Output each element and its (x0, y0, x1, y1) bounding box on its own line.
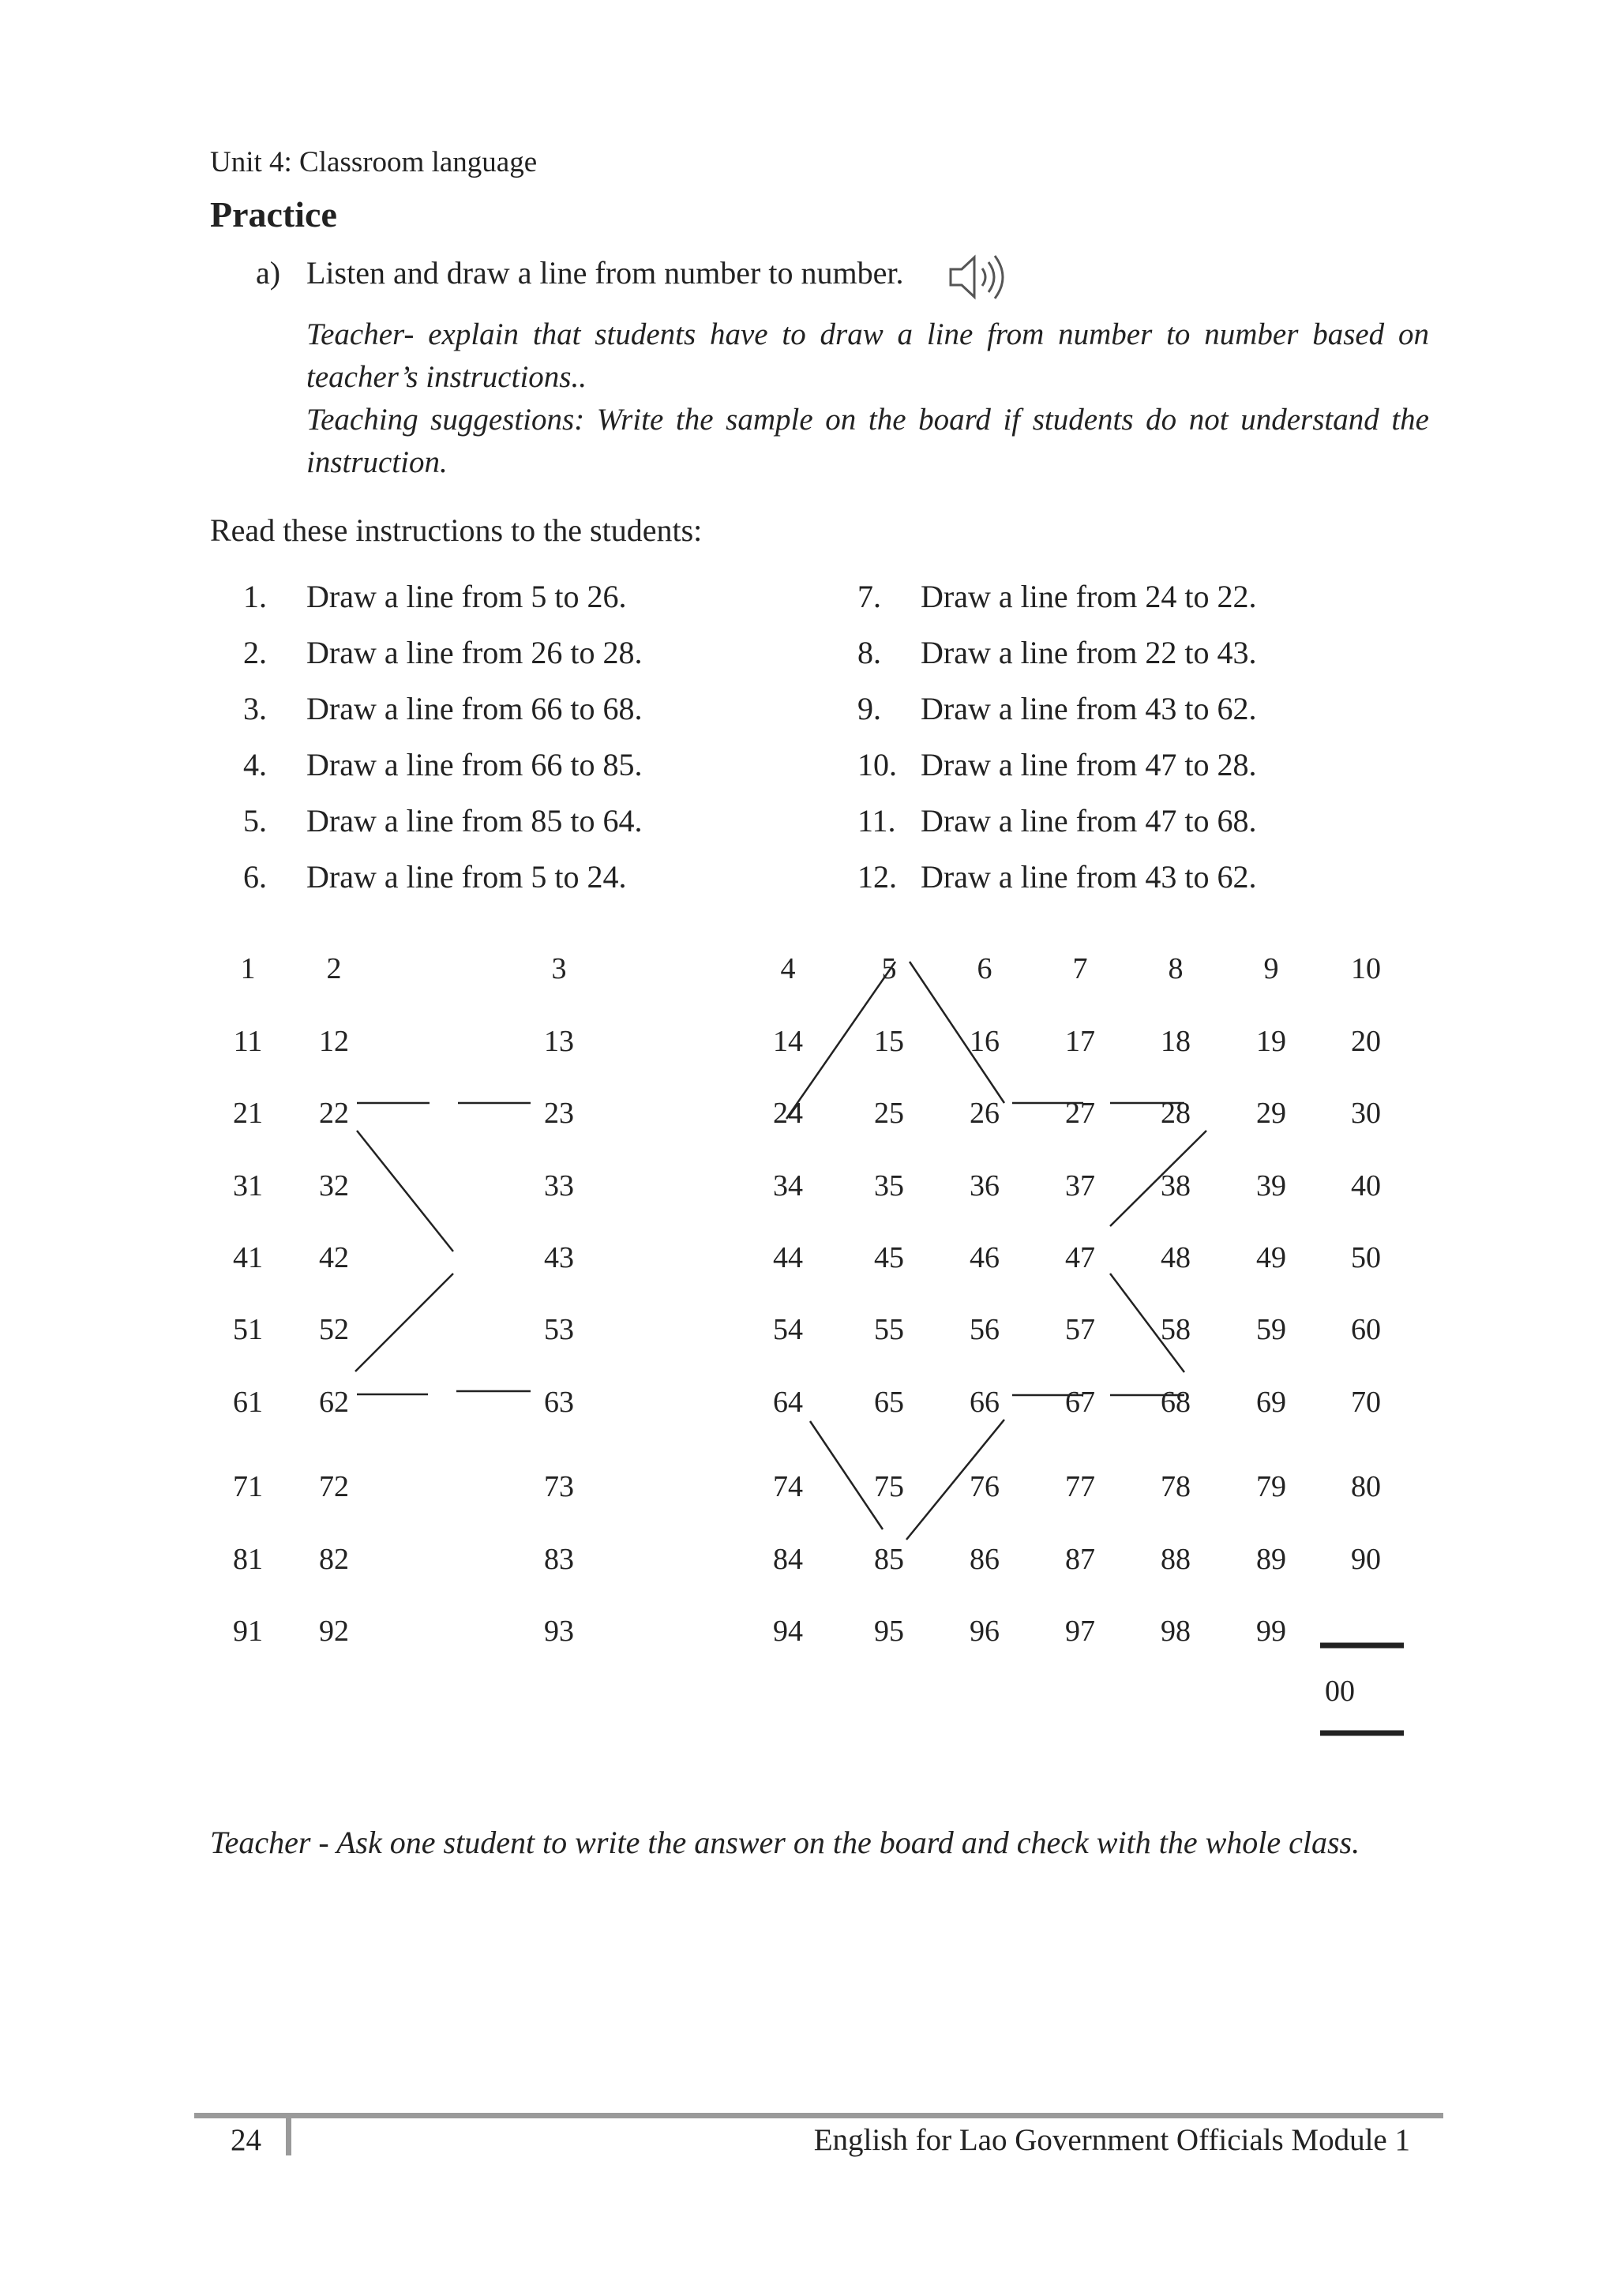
line-5-24 (786, 962, 895, 1119)
grid-number: 57 (1065, 1313, 1095, 1346)
grid-number: 78 (1161, 1470, 1191, 1503)
grid-number: 89 (1256, 1543, 1286, 1576)
line-64-85 (810, 1421, 883, 1529)
section-title: Practice (210, 194, 337, 234)
grid-number: 85 (874, 1543, 904, 1576)
grid-number: 12 (319, 1025, 349, 1058)
grid-number: 25 (874, 1097, 904, 1130)
grid-number: 4 (780, 952, 796, 985)
line-47-68 (1110, 1274, 1184, 1372)
grid-number: 19 (1256, 1025, 1286, 1058)
instruction-number: 6. (243, 859, 267, 895)
grid-number: 98 (1161, 1615, 1191, 1648)
teaching-suggestion: Teaching suggestions: Write the sample on the board if students do not understand the instruction. (306, 403, 1429, 479)
grid-number: 82 (319, 1543, 349, 1576)
grid-number: 84 (773, 1543, 803, 1576)
grid-number: 38 (1161, 1169, 1191, 1202)
instruction-number: 2. (243, 635, 267, 670)
grid-number: 15 (874, 1025, 904, 1058)
instruction-number: 5. (243, 803, 267, 838)
instruction-text: Draw a line from 85 to 64. (306, 803, 643, 838)
grid-number: 42 (319, 1241, 349, 1274)
instruction-text: Draw a line from 47 to 68. (921, 803, 1257, 838)
grid-number: 40 (1351, 1169, 1381, 1202)
grid-number: 29 (1256, 1097, 1286, 1130)
grid-number: 28 (1161, 1097, 1191, 1130)
grid-number: 67 (1065, 1386, 1095, 1419)
footer-divider (286, 2116, 291, 2155)
instruction-number: 11. (857, 803, 896, 838)
grid-number: 86 (970, 1543, 1000, 1576)
grid-number: 76 (970, 1470, 1000, 1503)
grid-number: 34 (773, 1169, 803, 1202)
grid-number: 49 (1256, 1241, 1286, 1274)
grid-number: 21 (233, 1097, 263, 1130)
grid-number: 43 (544, 1241, 574, 1274)
grid-number: 17 (1065, 1025, 1095, 1058)
grid-number: 30 (1351, 1097, 1381, 1130)
grid-number: 20 (1351, 1025, 1381, 1058)
instruction-number: 8. (857, 635, 881, 670)
unit-header: Unit 4: Classroom language (210, 146, 538, 178)
task-label: a) (256, 255, 281, 291)
instruction-number: 1. (243, 579, 267, 614)
grid-number: 81 (233, 1543, 263, 1576)
grid-number: 6 (977, 952, 992, 985)
grid-number: 64 (773, 1386, 803, 1419)
instruction-text: Draw a line from 43 to 62. (921, 691, 1257, 726)
grid-number: 58 (1161, 1313, 1191, 1346)
grid-number: 91 (233, 1615, 263, 1648)
grid-number: 69 (1256, 1386, 1286, 1419)
grid-number: 96 (970, 1615, 1000, 1648)
line-66-85 (906, 1420, 1004, 1540)
grid-number: 80 (1351, 1470, 1381, 1503)
instruction-number: 10. (857, 747, 897, 782)
grid-number: 46 (970, 1241, 1000, 1274)
instruction-number: 3. (243, 691, 267, 726)
grid-number: 13 (544, 1025, 574, 1058)
grid-number: 94 (773, 1615, 803, 1648)
line-47-28 (1110, 1131, 1206, 1226)
teacher-note: Teacher- explain that students have to draw a line from number to number based on teacher’s instructions.. (306, 317, 1429, 394)
grid-number: 95 (874, 1615, 904, 1648)
line-43-62 (355, 1274, 453, 1371)
instruction-number: 4. (243, 747, 267, 782)
grid-number: 48 (1161, 1241, 1191, 1274)
grid-number: 97 (1065, 1615, 1095, 1648)
grid-number: 37 (1065, 1169, 1095, 1202)
instruction-text: Draw a line from 66 to 85. (306, 747, 643, 782)
grid-number: 16 (970, 1025, 1000, 1058)
task-text: Listen and draw a line from number to number. (306, 255, 904, 291)
read-label: Read these instructions to the students: (210, 512, 703, 548)
grid-number: 71 (233, 1470, 263, 1503)
grid-number: 61 (233, 1386, 263, 1419)
grid-number: 27 (1065, 1097, 1095, 1130)
grid-number: 44 (773, 1241, 803, 1274)
grid-number: 77 (1065, 1470, 1095, 1503)
grid-number: 11 (233, 1025, 263, 1058)
grid-number: 36 (970, 1169, 1000, 1202)
grid-number: 14 (773, 1025, 803, 1058)
grid-number: 74 (773, 1470, 803, 1503)
grid-number: 88 (1161, 1543, 1191, 1576)
grid-number: 22 (319, 1097, 349, 1130)
grid-number: 41 (233, 1241, 263, 1274)
grid-number: 90 (1351, 1543, 1381, 1576)
grid-number: 32 (319, 1169, 349, 1202)
instruction-number: 12. (857, 859, 897, 895)
grid-number: 73 (544, 1470, 574, 1503)
grid-number: 1 (240, 952, 256, 985)
grid-number: 8 (1168, 952, 1184, 985)
closing-note: Teacher - Ask one student to write the answer on the board and check with the whole class. (210, 1825, 1360, 1860)
instruction-text: Draw a line from 5 to 26. (306, 579, 627, 614)
grid-number: 92 (319, 1615, 349, 1648)
grid-number-00: 00 (1325, 1675, 1355, 1708)
line-22-43 (357, 1131, 453, 1251)
instruction-number: 9. (857, 691, 881, 726)
grid-number: 54 (773, 1313, 803, 1346)
grid-number: 55 (874, 1313, 904, 1346)
line-5-26 (910, 962, 1004, 1103)
page-number: 24 (231, 2123, 261, 2157)
grid-number: 18 (1161, 1025, 1191, 1058)
grid-number: 53 (544, 1313, 574, 1346)
grid-number: 45 (874, 1241, 904, 1274)
footer-rule (194, 2113, 1443, 2118)
grid-number: 66 (970, 1386, 1000, 1419)
grid-number: 2 (326, 952, 342, 985)
grid-number: 26 (970, 1097, 1000, 1130)
grid-number: 7 (1072, 952, 1088, 985)
grid-number: 33 (544, 1169, 574, 1202)
grid-number: 83 (544, 1543, 574, 1576)
footer-title: English for Lao Government Officials Module 1 (813, 2123, 1410, 2157)
instruction-text: Draw a line from 47 to 28. (921, 747, 1257, 782)
grid-number: 39 (1256, 1169, 1286, 1202)
grid-number: 68 (1161, 1386, 1191, 1419)
grid-number: 62 (319, 1386, 349, 1419)
grid-number: 70 (1351, 1386, 1381, 1419)
grid-number: 50 (1351, 1241, 1381, 1274)
grid-number: 72 (319, 1470, 349, 1503)
grid-number: 9 (1263, 952, 1279, 985)
grid-number: 99 (1256, 1615, 1286, 1648)
grid-number: 65 (874, 1386, 904, 1419)
grid-number: 56 (970, 1313, 1000, 1346)
grid-number: 51 (233, 1313, 263, 1346)
grid-number: 93 (544, 1615, 574, 1648)
grid-number: 23 (544, 1097, 574, 1130)
instruction-number: 7. (857, 579, 881, 614)
grid-number: 79 (1256, 1470, 1286, 1503)
grid-number: 60 (1351, 1313, 1381, 1346)
grid-number: 31 (233, 1169, 263, 1202)
grid-number: 75 (874, 1470, 904, 1503)
grid-number: 10 (1351, 952, 1381, 985)
grid-number: 3 (551, 952, 567, 985)
instruction-text: Draw a line from 5 to 24. (306, 859, 627, 895)
grid-number: 47 (1065, 1241, 1095, 1274)
grid-number: 24 (773, 1097, 803, 1130)
grid-number: 87 (1065, 1543, 1095, 1576)
grid-number: 5 (881, 952, 897, 985)
instruction-text: Draw a line from 22 to 43. (921, 635, 1257, 670)
instruction-text: Draw a line from 66 to 68. (306, 691, 643, 726)
grid-number: 52 (319, 1313, 349, 1346)
grid-number: 35 (874, 1169, 904, 1202)
instruction-text: Draw a line from 26 to 28. (306, 635, 643, 670)
instruction-text: Draw a line from 43 to 62. (921, 859, 1257, 895)
grid-number: 59 (1256, 1313, 1286, 1346)
grid-number: 63 (544, 1386, 574, 1419)
instruction-text: Draw a line from 24 to 22. (921, 579, 1257, 614)
